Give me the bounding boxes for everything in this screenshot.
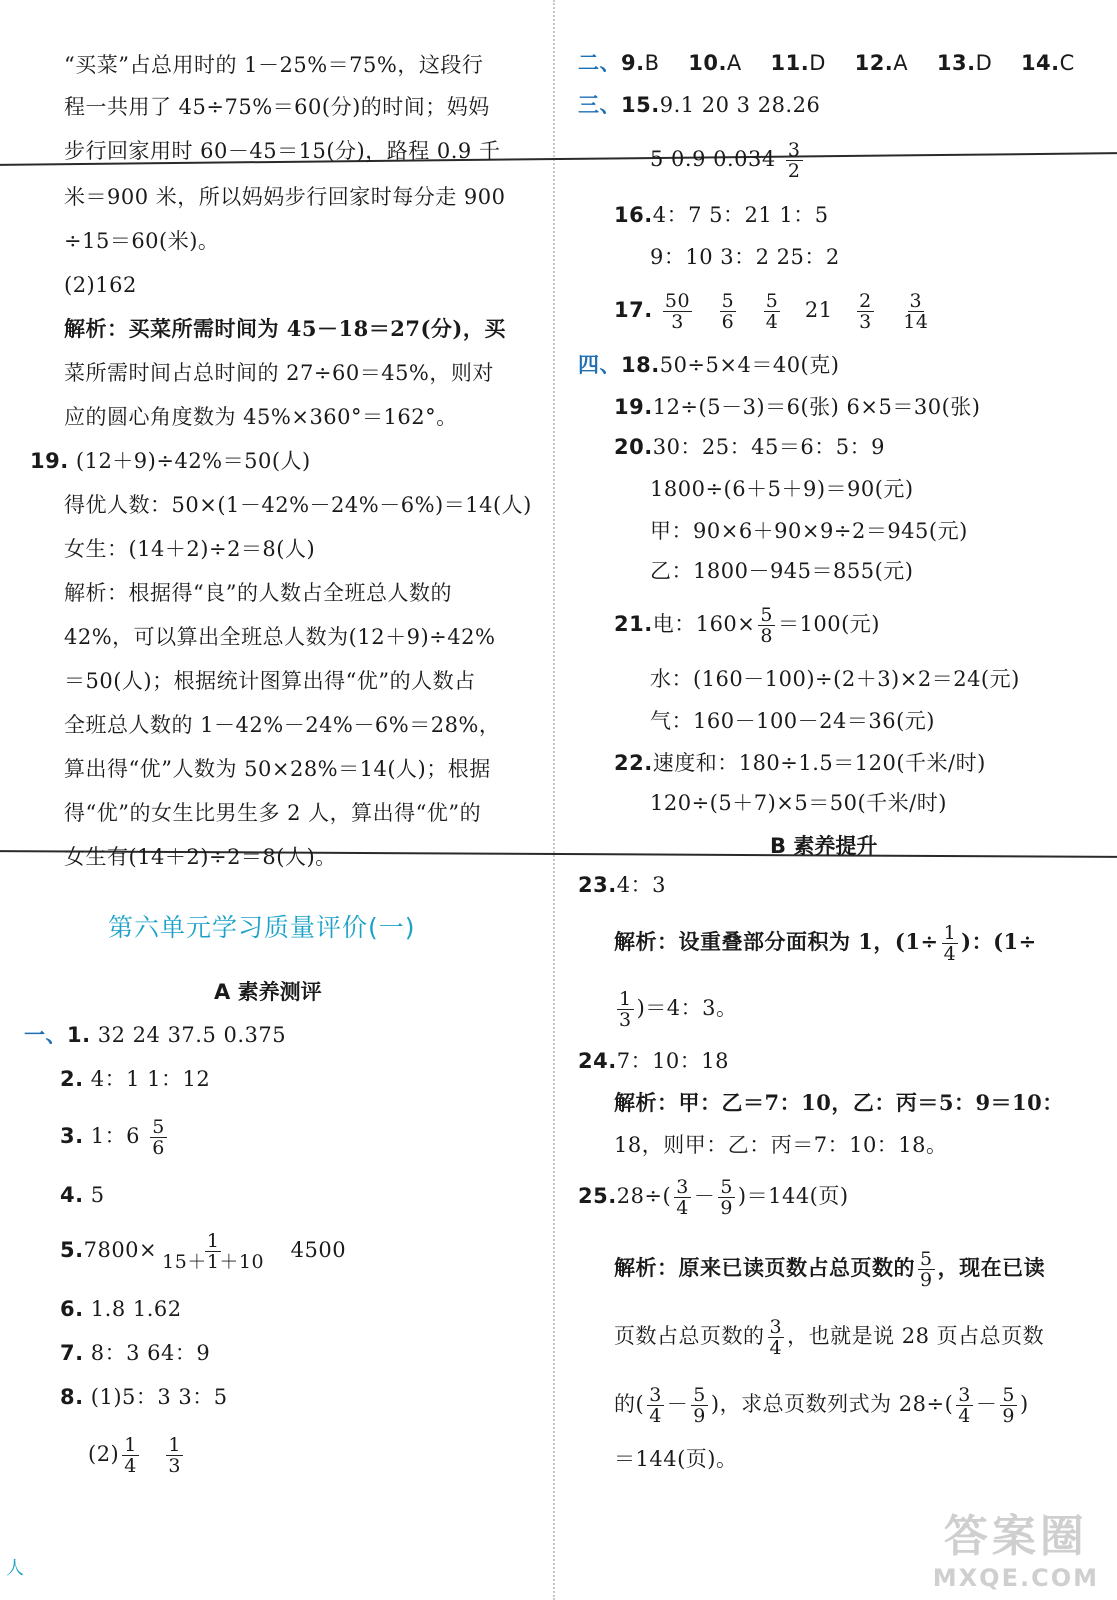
text-line: 算出得“优”人数为 50×28%＝14(人)；根据 [64, 757, 491, 781]
answer-choice: D [975, 51, 993, 75]
answer-text: (2) [88, 1442, 120, 1466]
question-19 [30, 446, 311, 476]
question-number: 8. [60, 1385, 84, 1409]
answer-text: 7：10：18 [616, 1049, 730, 1073]
answer-text: 4500 [290, 1238, 347, 1262]
fraction: $\frac{1}{4}$ [124, 1434, 137, 1477]
question-25 [578, 1172, 849, 1220]
answer-text: 50÷5×4＝40(克) [659, 353, 840, 377]
answer-text: 32 24 37.5 0.375 [97, 1023, 287, 1047]
part-label: 二、 [578, 50, 621, 75]
analysis-line [614, 1312, 1044, 1360]
question-number: 24. [578, 1049, 617, 1073]
question-8 [60, 1382, 228, 1412]
question-19-right [614, 392, 980, 422]
section-a-title: A 素养测评 [214, 980, 322, 1004]
answer-text: 1：6 [90, 1124, 141, 1148]
text-line: 甲：90×6＋90×9÷2＝945(元) [650, 519, 968, 543]
analysis-text: )＝4：3。 [636, 996, 738, 1020]
text-line: 乙：1800－945＝855(元) [650, 559, 914, 583]
question-number: 1. [67, 1023, 91, 1047]
question-number: 10. [688, 51, 727, 75]
answer-text: (12＋9)÷42%＝50(人) [75, 449, 311, 473]
answer-text: 7800× [83, 1238, 158, 1262]
text-line: “买菜”占总用时的 1－25%＝75%，这段行 [64, 53, 484, 77]
text-line: 水：(160－100)÷(2＋3)×2＝24(元) [650, 667, 1020, 691]
question-5 [60, 1226, 346, 1274]
fraction: $\frac{3}{14}$ [903, 290, 929, 333]
question-number: 18. [621, 353, 660, 377]
analysis-text: 的( [614, 1392, 645, 1416]
watermark-logo [933, 1500, 1099, 1592]
analysis-line: 解析：买菜所需时间为 45－18＝27(分)，买 [64, 316, 506, 341]
question-18 [578, 350, 839, 380]
question-20 [614, 432, 885, 462]
part-label: 三、 [578, 92, 621, 117]
answer-text: 4：1 1：12 [90, 1067, 211, 1091]
answer-text: 4：7 5：21 1：5 [652, 203, 829, 227]
question-number: 23. [578, 873, 617, 897]
answer-text: 12÷(5－3)＝6(张) 6×5＝30(张) [652, 395, 981, 419]
unit-title: 第六单元学习质量评价(一) [108, 913, 416, 942]
question-15-line-2 [650, 136, 806, 182]
answer-text: 9.1 20 3 28.26 [659, 93, 821, 117]
analysis-text: ，也就是说 28 页占总页数 [787, 1324, 1045, 1348]
question-number: 14. [1020, 51, 1060, 75]
answer-text: 28÷( [616, 1184, 672, 1208]
question-24 [578, 1046, 729, 1076]
question-number: 21. [614, 612, 653, 636]
answer-text: 8：3 64：9 [90, 1341, 211, 1365]
fraction: $\frac{1}{3}$ [168, 1434, 181, 1477]
fraction: $\frac{3}{4}$ [769, 1316, 783, 1359]
text-line: ＝50(人)；根据统计图算出得“优”的人数占 [64, 669, 476, 693]
analysis-text: 解析：原来已读页数占总页数的 [614, 1255, 915, 1280]
answer-choice: C [1059, 51, 1075, 75]
answer-text: 1.8 1.62 [90, 1297, 182, 1321]
fraction: $\frac{3}{2}$ [787, 139, 801, 182]
question-15 [578, 90, 820, 120]
text-line: 120÷(5＋7)×5＝50(千米/时) [650, 791, 947, 815]
question-23 [578, 870, 666, 900]
fraction: $\frac{2}{3}$ [859, 290, 872, 333]
question-number: 2. [60, 1067, 84, 1091]
analysis-text: )，求总页数列式为 28÷( [710, 1392, 954, 1416]
question-8-part-2 [88, 1430, 186, 1478]
fraction: $\frac{5}{4}$ [765, 290, 779, 333]
part-label: 一、 [24, 1022, 67, 1047]
analysis-text: 页数占总页数的 [614, 1324, 765, 1348]
watermark-text: 答案圈 [943, 1511, 1088, 1562]
fraction: $\frac{5}{9}$ [693, 1384, 706, 1427]
fraction: $\frac{5}{8}$ [760, 604, 773, 647]
question-16 [614, 200, 829, 230]
answer-choice: B [644, 51, 660, 75]
question-number: 19. [614, 395, 653, 419]
text-line: 1800÷(6＋5＋9)＝90(元) [650, 477, 914, 501]
question-number: 9. [621, 51, 645, 75]
text-line: 全班总人数的 1－42%－24%－6%＝28%， [64, 713, 501, 737]
analysis-text: 解析：设重叠部分面积为 1，(1÷ [614, 929, 939, 954]
analysis-text: ，现在已读 [937, 1255, 1046, 1280]
text-line: (2)162 [64, 273, 137, 297]
analysis-text: ) [1019, 1392, 1029, 1416]
text-line: 女生：(14＋2)÷2＝8(人) [64, 537, 316, 561]
question-number: 13. [936, 51, 976, 75]
column-divider [553, 0, 555, 1600]
fraction: $\frac{5}{9}$ [1002, 1384, 1015, 1427]
answer-text: 21 [804, 298, 833, 322]
analysis-line: 解析：根据得“良”的人数占全班总人数的 [64, 581, 452, 605]
corner-mark: 人 [6, 1558, 24, 1579]
answer-text: ＝100(元) [777, 612, 880, 636]
multiple-choice-row [578, 48, 1075, 78]
question-number: 6. [60, 1297, 84, 1321]
question-1 [24, 1020, 286, 1050]
analysis-line: 解析：甲：乙＝7：10，乙：丙＝5：9＝10： [614, 1090, 1064, 1115]
fraction: $\frac{5}{6}$ [152, 1116, 165, 1159]
text-line: 女生有(14＋2)÷2＝8(人)。 [64, 845, 337, 869]
question-number: 7. [60, 1341, 84, 1365]
analysis-line [614, 984, 738, 1032]
fraction: $\frac{50}{3}$ [664, 290, 691, 333]
analysis-line [614, 1244, 1045, 1292]
question-17 [614, 286, 933, 334]
text-line: ÷15＝60(米)。 [64, 229, 220, 253]
operator: － [666, 1392, 689, 1416]
question-number: 20. [614, 435, 653, 459]
question-21 [614, 600, 880, 648]
answer-choice: D [809, 51, 826, 75]
fraction: $\frac{1}{4}$ [943, 922, 957, 965]
text-line: 得“优”的女生比男生多 2 人，算出得“优”的 [64, 801, 482, 825]
question-number: 25. [578, 1184, 617, 1208]
question-number: 22. [614, 751, 653, 775]
text-line: 18，则甲：乙：丙＝7：10：18。 [614, 1133, 948, 1157]
fraction: $\frac{3}{4}$ [649, 1384, 662, 1427]
text-line: 9：10 3：2 25：2 [650, 245, 840, 269]
section-b-title: B 素养提升 [770, 834, 878, 858]
fraction: $\frac{5}{9}$ [720, 1176, 733, 1219]
answer-text: 4：3 [616, 873, 666, 897]
part-label: 四、 [578, 352, 621, 377]
text-line: 得优人数：50×(1－42%－24%－6%)＝14(人) [64, 493, 532, 517]
answer-text: 5 0.9 0.034 [650, 147, 776, 171]
question-4 [60, 1180, 105, 1210]
operator: － [975, 1392, 998, 1416]
question-number: 4. [60, 1183, 84, 1207]
text-line: 气：160－100－24＝36(元) [650, 709, 935, 733]
fraction: $\frac{5}{9}$ [920, 1248, 933, 1291]
question-number: 3. [60, 1124, 84, 1148]
question-22 [614, 748, 986, 778]
fraction: $\frac{3}{4}$ [958, 1384, 971, 1427]
question-3 [60, 1114, 170, 1158]
text-line: 米＝900 米，所以妈妈步行回家时每分走 900 [64, 185, 506, 209]
text-line: 42%，可以算出全班总人数为(12＋9)÷42% [64, 625, 496, 649]
question-number: 15. [621, 93, 660, 117]
question-number: 11. [770, 51, 810, 75]
question-number: 16. [614, 203, 653, 227]
text-line: 步行回家用时 60－45＝15(分)，路程 0.9 千 [64, 139, 501, 163]
question-number: 17. [614, 298, 653, 322]
answer-choice: A [726, 51, 742, 75]
question-7 [60, 1338, 210, 1368]
fraction: $\frac{1}{15+1+10}$ [162, 1230, 265, 1273]
answer-text: 5 [90, 1183, 105, 1207]
answer-choice: A [893, 51, 909, 75]
text-line: 程一共用了 45÷75%＝60(分)的时间；妈妈 [64, 95, 490, 119]
text-line: 应的圆心角度数为 45%×360°＝162°。 [64, 405, 458, 429]
question-6 [60, 1294, 182, 1324]
watermark-url: MXQE.COM [932, 1564, 1099, 1592]
fraction: $\frac{5}{6}$ [721, 290, 735, 333]
analysis-line [614, 1380, 1029, 1428]
fraction: $\frac{1}{3}$ [619, 988, 632, 1031]
question-number: 19. [30, 449, 69, 473]
text-line: ＝144(页)。 [614, 1447, 738, 1471]
question-number: 12. [854, 51, 894, 75]
answer-text: 电：160× [652, 612, 756, 636]
question-number: 5. [60, 1238, 84, 1262]
analysis-line [614, 918, 1037, 966]
text-line: 菜所需时间占总时间的 27÷60＝45%，则对 [64, 361, 494, 385]
answer-text: (1)5：3 3：5 [90, 1385, 228, 1409]
answer-text: )＝144(页) [737, 1184, 849, 1208]
fraction: $\frac{3}{4}$ [676, 1176, 689, 1219]
operator: － [693, 1184, 716, 1208]
answer-text: 30：25：45＝6：5：9 [652, 435, 885, 459]
analysis-text: )：(1÷ [961, 929, 1037, 954]
answer-text: 速度和：180÷1.5＝120(千米/时) [652, 751, 986, 775]
question-2 [60, 1064, 210, 1094]
